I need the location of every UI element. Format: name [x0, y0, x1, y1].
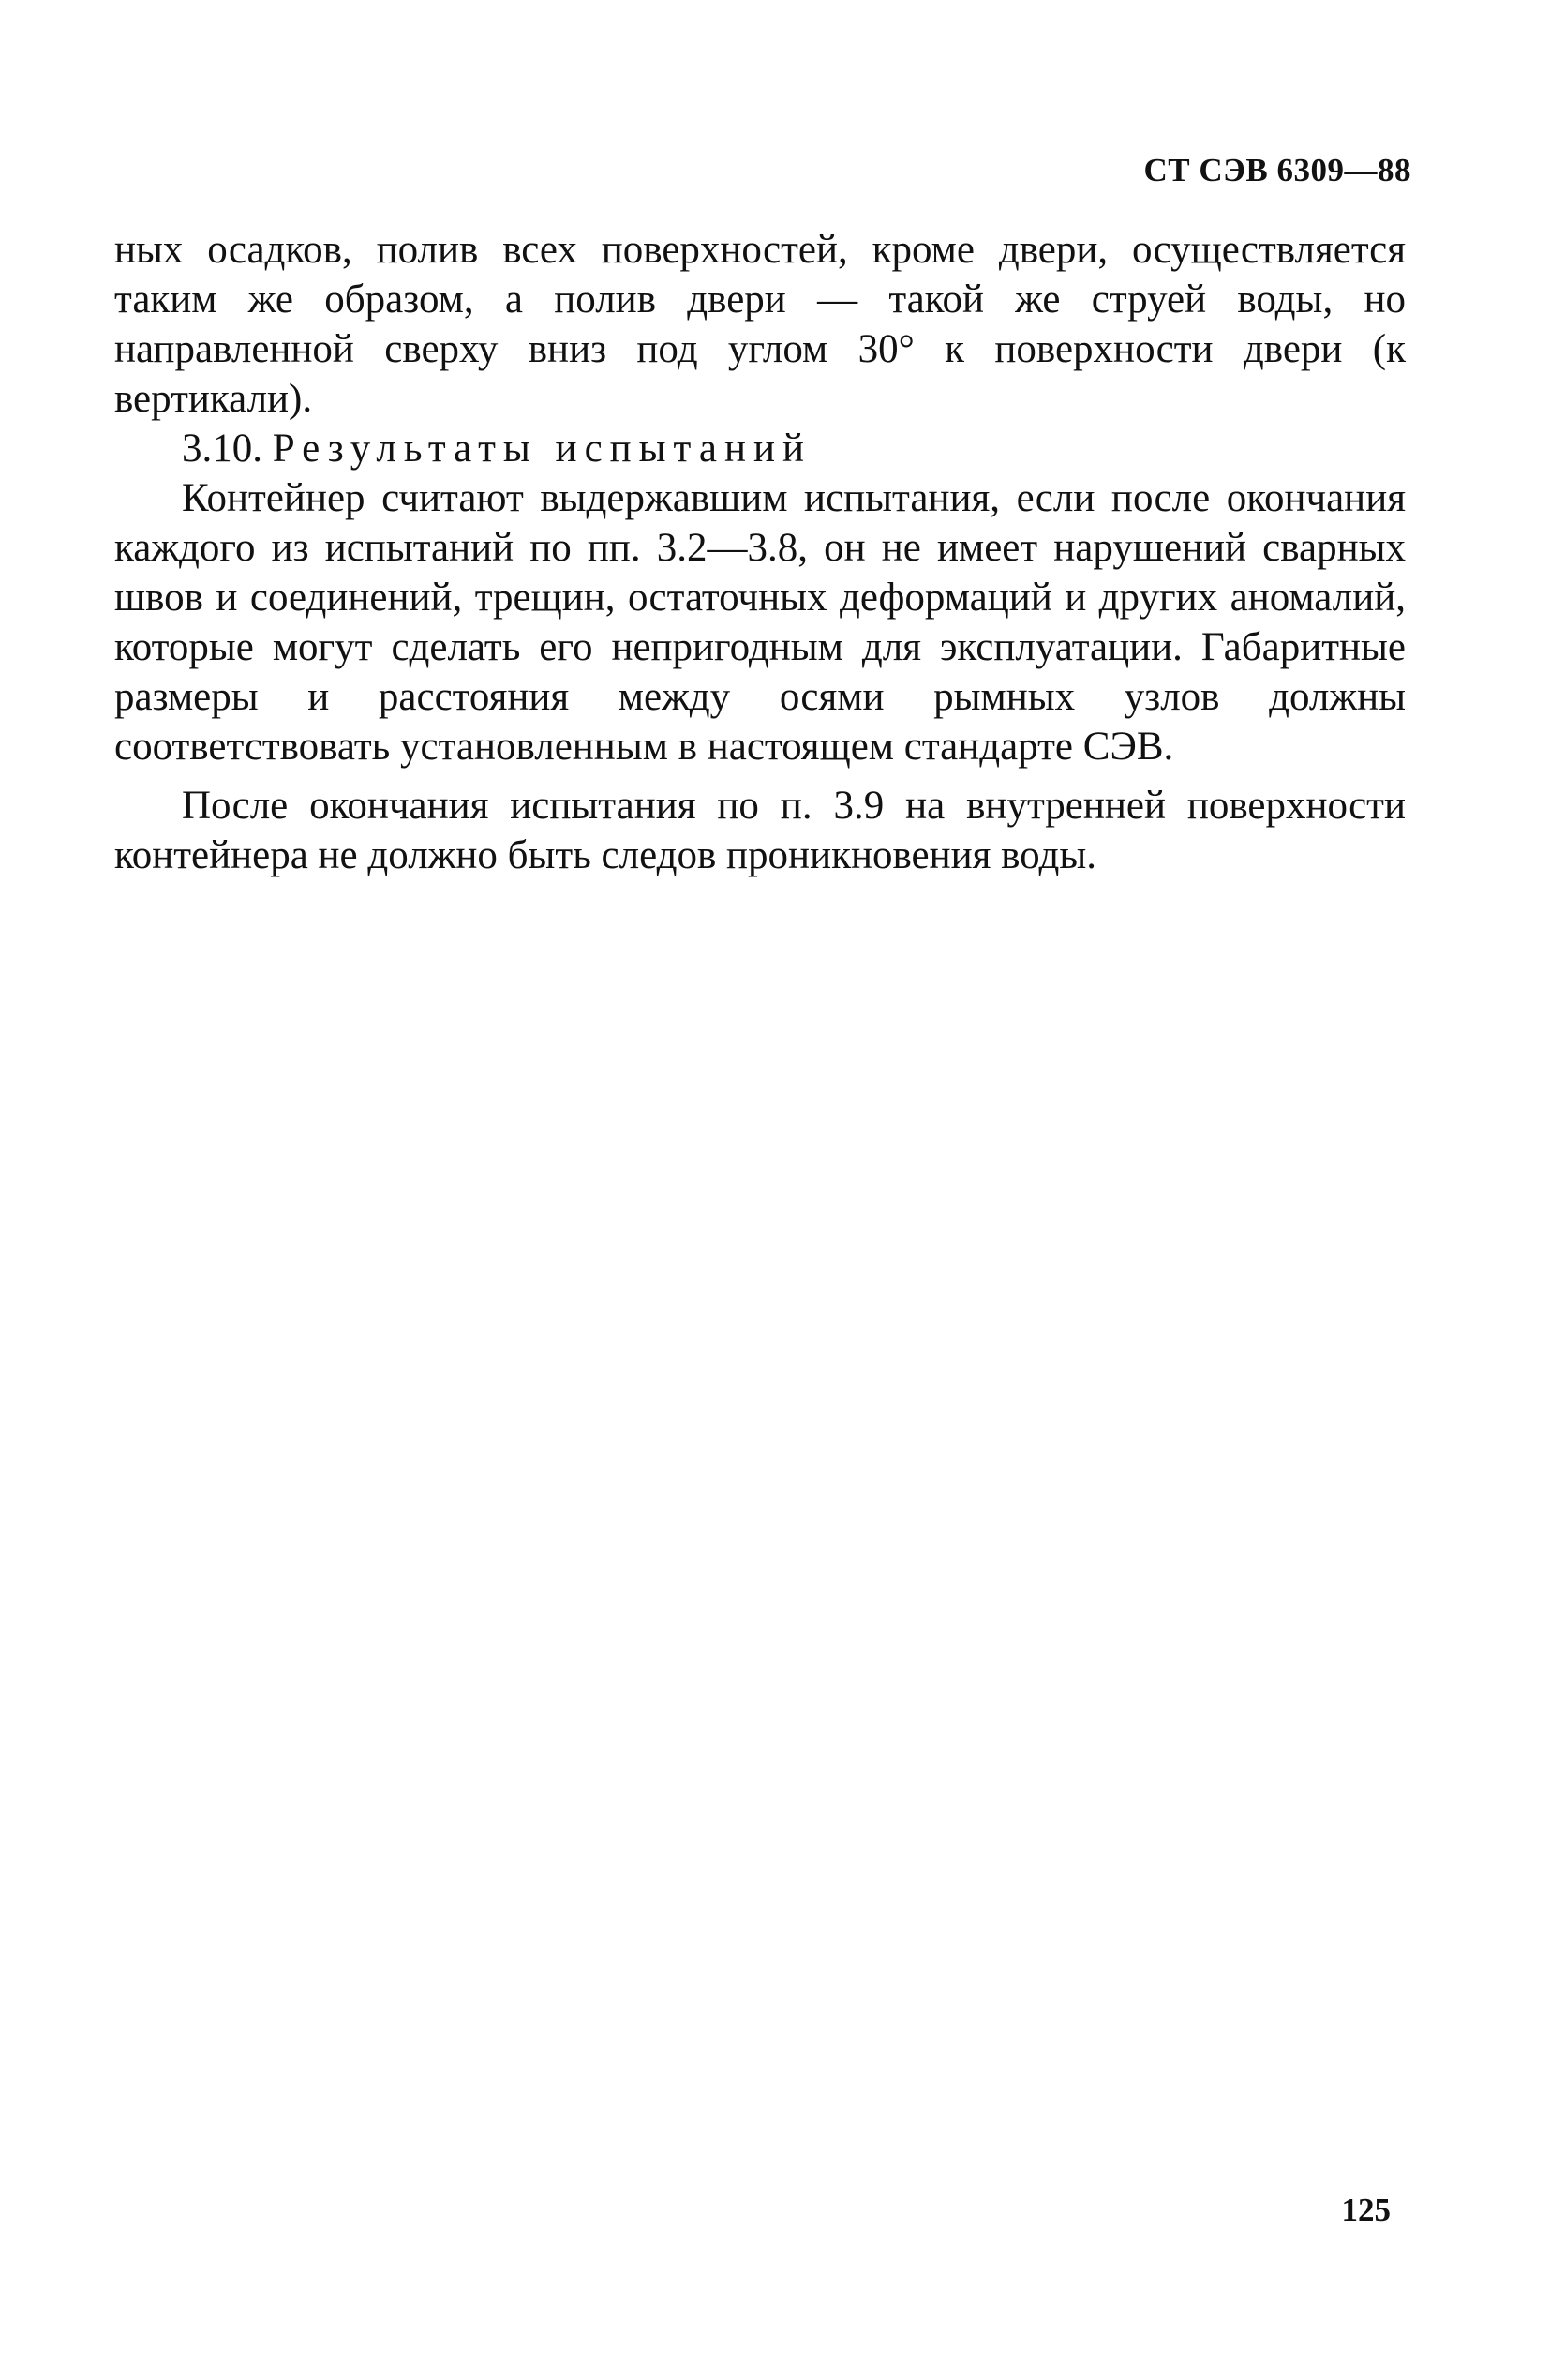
document-body — [114, 225, 1406, 880]
section-title: Результаты испытаний — [272, 427, 812, 471]
paragraph-results: Контейнер считают выдержавшим испытания, если после окончания каждого из испытаний по пп. 3.2—3.8, он не имеет нарушений сварных швов и соединений, трещин, остаточных деформаций и других аномалий, которые могут сделать его непригодным для эксплуатации. Габаритные размеры и расстояния между осями рымных узлов должны соответствовать установленным в настоящем стандарте СЭВ. — [114, 476, 1406, 769]
standard-code-header: СТ СЭВ 6309—88 — [1143, 152, 1411, 188]
paragraph-continued: ных осадков, полив всех поверхностей, кроме двери, осуществляется таким же образом, а полив двери — такой же струей воды, но направленной сверху вниз под углом 30° к поверхности двери (к вертикали). — [114, 228, 1406, 421]
section-number: 3.10. — [182, 427, 262, 471]
section-heading — [114, 424, 1406, 473]
paragraph-water-test: После окончания испытания по п. 3.9 на внутренней поверхности контейнера не должно быть следов проникновения воды. — [114, 784, 1406, 877]
page-number: 125 — [1341, 2192, 1391, 2228]
